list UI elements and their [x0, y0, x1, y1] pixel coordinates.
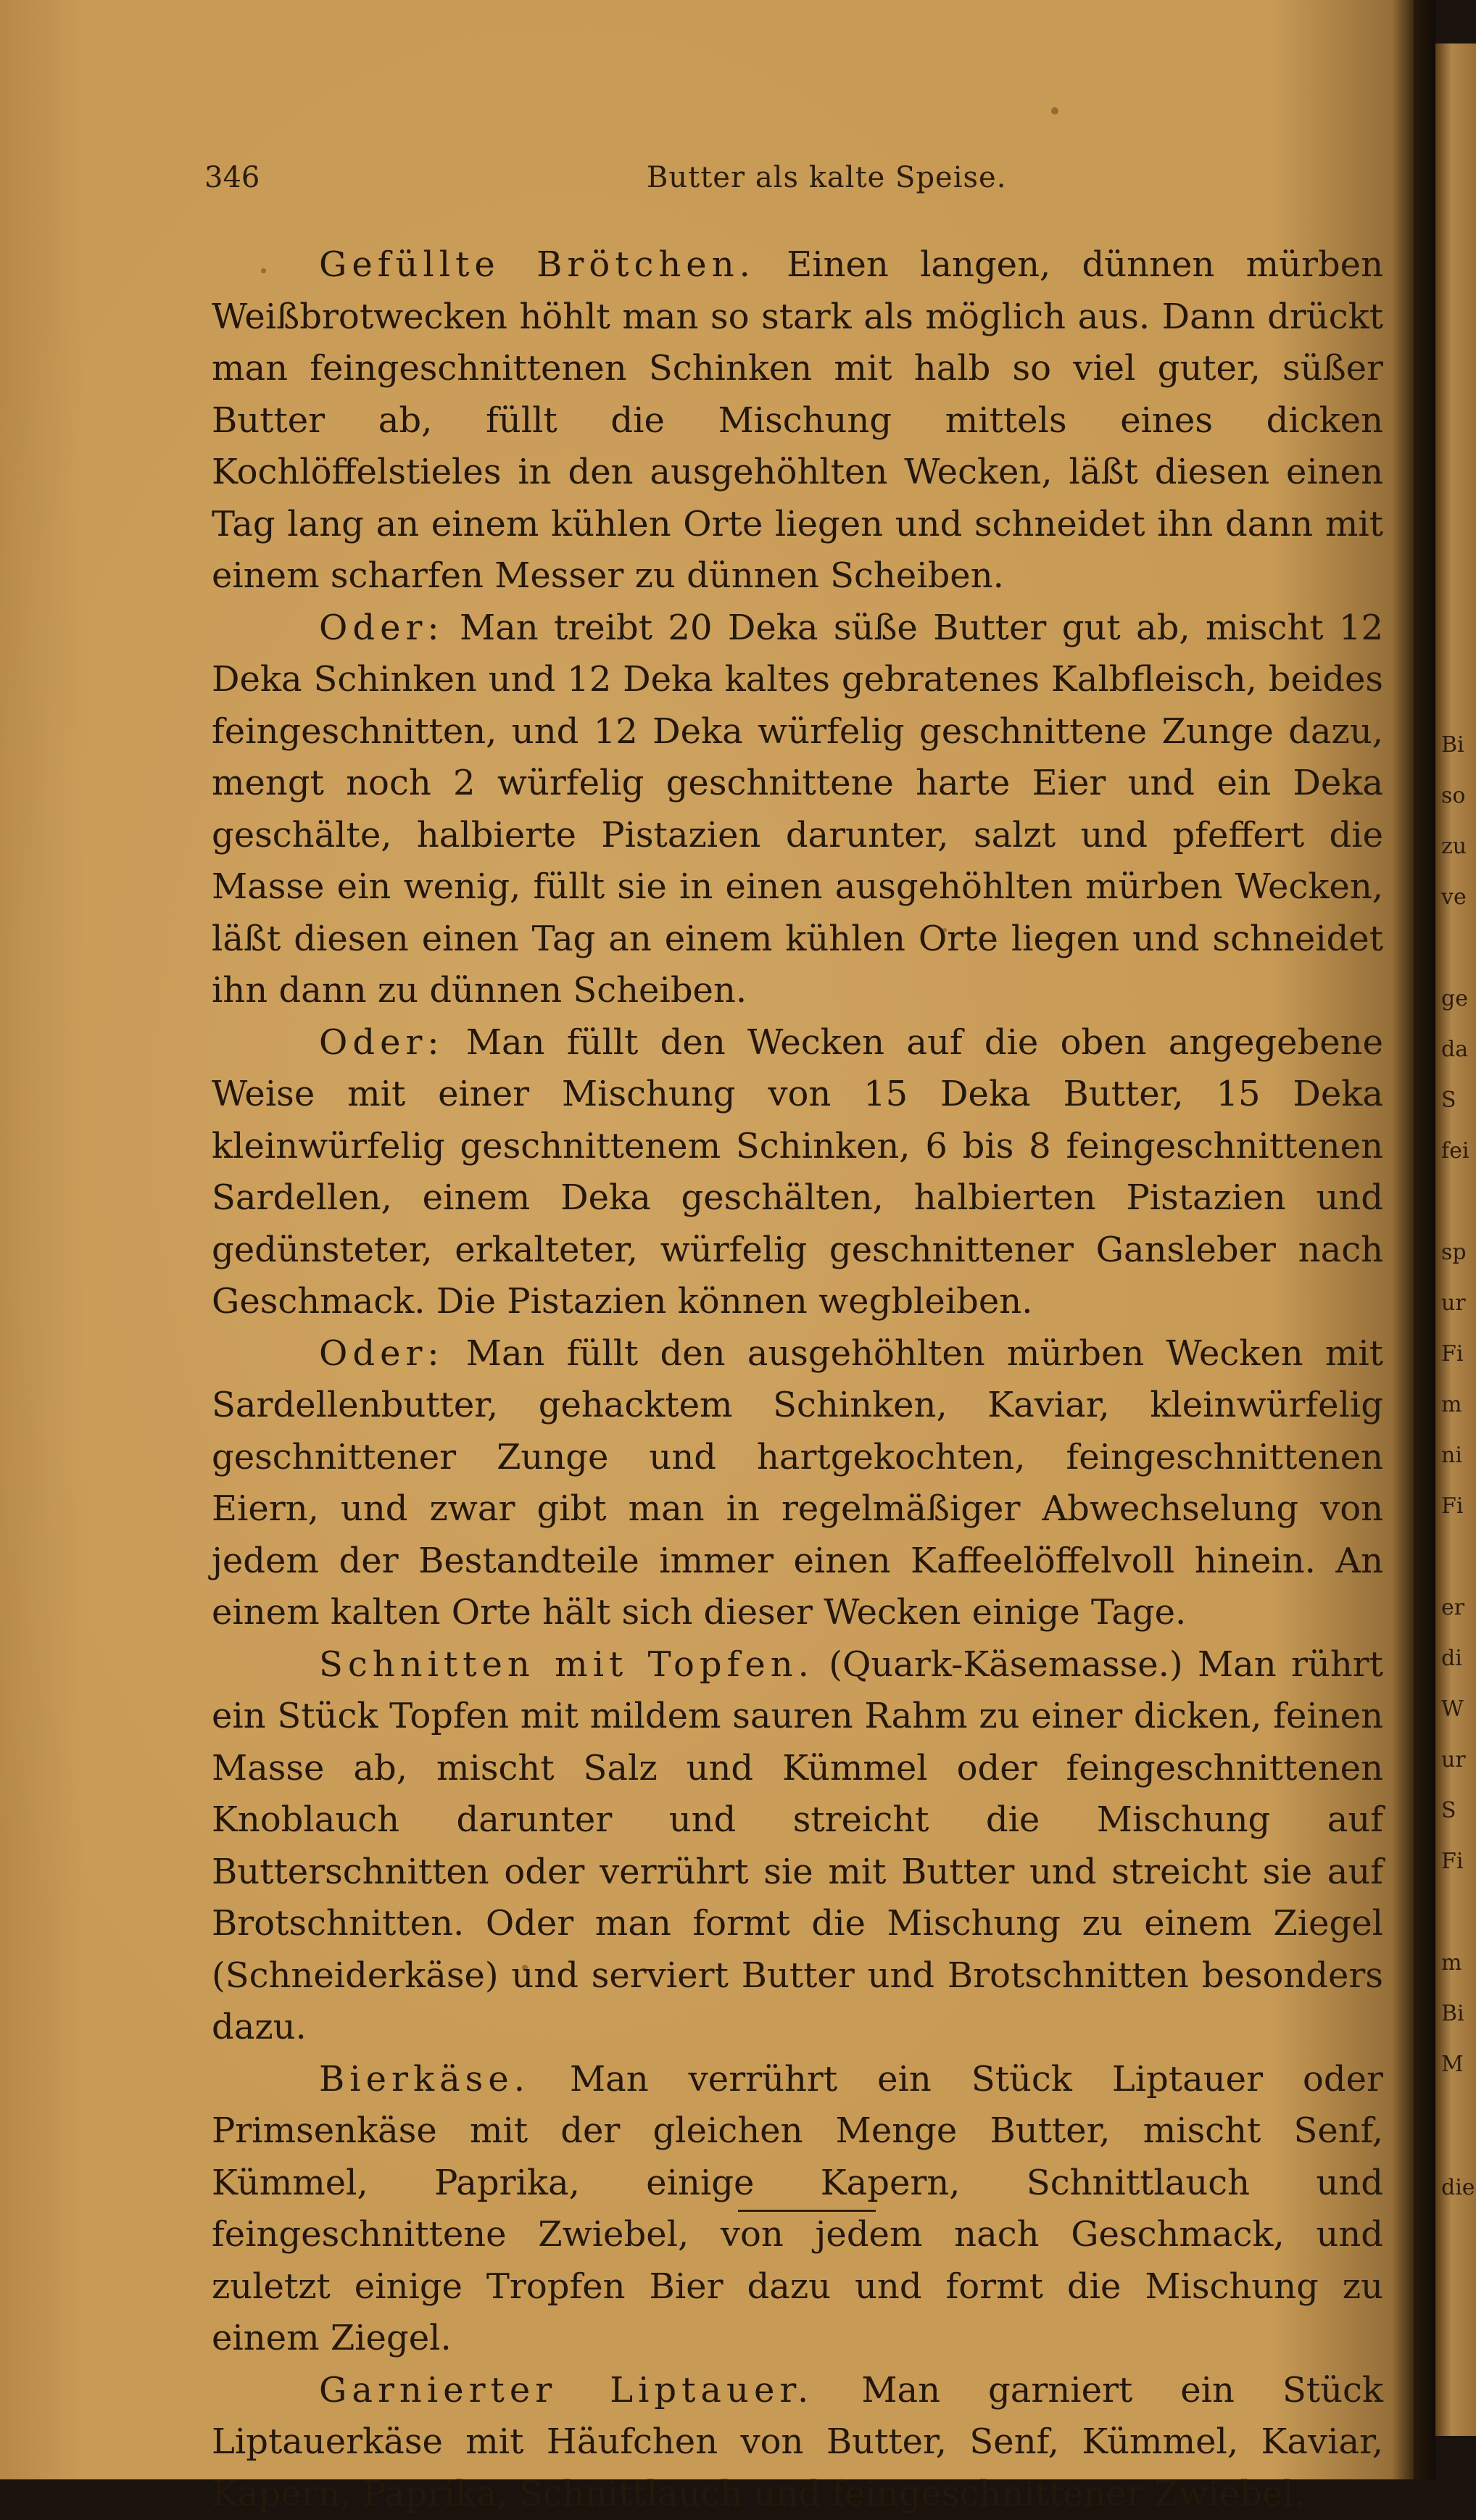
closing-rule	[738, 2210, 876, 2212]
recipe-text	[212, 239, 1383, 2520]
facing-page-fragment: di	[1441, 1646, 1462, 1671]
facing-page-fragment: fei	[1441, 1138, 1469, 1164]
facing-page-fragment: S	[1441, 1798, 1456, 1823]
recipe-body: Einen langen, dünnen mürben Weißbrotwecken höhlt man so stark als möglich aus. Dann drückt man feingeschnittenen Schinken mit halb so viel guter, süßer Butter ab, füllt die Mischung mittels eines dicken Kochlöffelstieles in den ausgehöhlten Wecken, läßt diesen einen Tag lang an einem kühlen Orte liegen und schneidet ihn dann mit einem scharfen Messer zu dünnen Scheiben.	[212, 244, 1383, 596]
recipe-body: Man füllt den Wecken auf die oben angegebene Weise mit einer Mischung von 15 Deka Butter, 15 Deka kleinwürfelig geschnittenem Schinken, 6 bis 8 feingeschnittenen Sardellen, einem Deka geschälten, halbierten Pistazien und gedünsteter, erkalteter, würfelig geschnittener Gansleber nach Geschmack. Die Pistazien können wegbleiben.	[212, 1022, 1383, 1322]
recipe-body: Man treibt 20 Deka süße Butter gut ab, mischt 12 Deka Schinken und 12 Deka kaltes gebratenes Kalbfleisch, beides feingeschnitten, und 12 Deka würfelig geschnittene Zunge dazu, mengt noch 2 würfelig geschnittene harte Eier und ein Deka geschälte, halbierte Pistazien darunter, salzt und pfeffert die Masse ein wenig, füllt sie in einen ausgehöhlten mürben Wecken, läßt diesen einen Tag an einem kühlen Orte liegen und schneidet ihn dann zu dünnen Scheiben.	[212, 608, 1383, 1011]
page-number: 346	[204, 161, 260, 194]
facing-page-fragment: Bi	[1441, 732, 1464, 758]
recipe-paragraph	[212, 239, 1383, 602]
facing-page-fragment: ge	[1441, 986, 1468, 1011]
recipe-body: Man verrührt ein Stück Liptauer oder Primsenkäse mit der gleichen Menge Butter, mischt Senf, Kümmel, Paprika, einige Kapern, Schnittlauch und feingeschnittene Zwiebel, von jedem nach Geschmack, und zuletzt einige Tropfen Bier dazu und formt die Mischung zu einem Ziegel.	[212, 2059, 1383, 2359]
recipe-title: Oder:	[319, 1333, 444, 1374]
facing-page-fragment: ur	[1441, 1747, 1466, 1773]
recipe-body: Man füllt den ausgehöhlten mürben Wecken mit Sardellenbutter, gehacktem Schinken, Kaviar, kleinwürfelig geschnittener Zunge und hartgekochten, feingeschnittenen Eiern, und zwar gibt man in regelmäßiger Abwechselung von jedem der Bestandteile immer einen Kaffeelöffelvoll hinein. An einem kalten Orte hält sich dieser Wecken einige Tage.	[212, 1333, 1383, 1633]
recipe-paragraph	[212, 602, 1383, 1017]
facing-page-fragment: so	[1441, 783, 1465, 808]
facing-page-fragment: Fi	[1441, 1341, 1463, 1367]
recipe-title: Schnitten mit Topfen.	[319, 1644, 814, 1685]
book-gutter	[1392, 0, 1435, 2479]
facing-page-fragment: ni	[1441, 1443, 1462, 1468]
running-head	[204, 161, 1364, 202]
recipe-paragraph	[212, 2054, 1383, 2365]
facing-page-fragment: S	[1441, 1087, 1456, 1113]
facing-page-fragment: Bi	[1441, 2001, 1464, 2026]
facing-page-fragment: M	[1441, 2052, 1464, 2077]
facing-page-fragment: m	[1441, 1392, 1462, 1417]
facing-page-fragment: er	[1441, 1595, 1464, 1620]
recipe-body: (Quark-Käsemasse.) Man rührt ein Stück Topfen mit mildem sauren Rahm zu einer dicken, feinen Masse ab, mischt Salz und Kümmel oder feingeschnittenen Knoblauch darunter und streicht die Mischung auf Butterschnitten oder verrührt sie mit Butter und streicht sie auf Brotschnitten. Oder man formt die Mischung zu einem Ziegel (Schneiderkäse) und serviert Butter und Brotschnitten besonders dazu.	[212, 1644, 1383, 2048]
paper-speck	[1051, 107, 1058, 115]
facing-page-fragment: zu	[1441, 834, 1467, 859]
recipe-paragraph	[212, 1017, 1383, 1328]
recipe-paragraph	[212, 2365, 1383, 2520]
facing-page-edge	[1435, 43, 1476, 2436]
recipe-paragraph	[212, 1328, 1383, 1639]
recipe-title: Bierkäse.	[319, 2059, 530, 2100]
recipe-title: Oder:	[319, 1022, 444, 1063]
facing-page-fragment: Fi	[1441, 1849, 1463, 1874]
facing-page-fragment: da	[1441, 1037, 1468, 1062]
recipe-title: Oder:	[319, 608, 444, 648]
recipe-paragraph	[212, 1639, 1383, 2054]
facing-page-fragment: die	[1441, 2175, 1475, 2200]
recipe-body: Man garniert ein Stück Liptauerkäse mit Häufchen von Butter, Senf, Kümmel, Kaviar, Kapern, Paprika, Schnittlauch und feingeschnittener Zwiebel.	[212, 2370, 1383, 2514]
facing-page-fragment: W	[1441, 1696, 1464, 1722]
facing-page-fragment: Fi	[1441, 1493, 1463, 1519]
facing-page-fragment: ve	[1441, 884, 1467, 910]
recipe-title: Garnierter Liptauer.	[319, 2370, 813, 2411]
recipe-title: Gefüllte Brötchen.	[319, 244, 755, 285]
facing-page-fragment: ur	[1441, 1290, 1466, 1316]
running-head-title: Butter als kalte Speise.	[647, 161, 1006, 194]
facing-page-fragment: sp	[1441, 1240, 1467, 1265]
facing-page-fragment: m	[1441, 1950, 1462, 1976]
